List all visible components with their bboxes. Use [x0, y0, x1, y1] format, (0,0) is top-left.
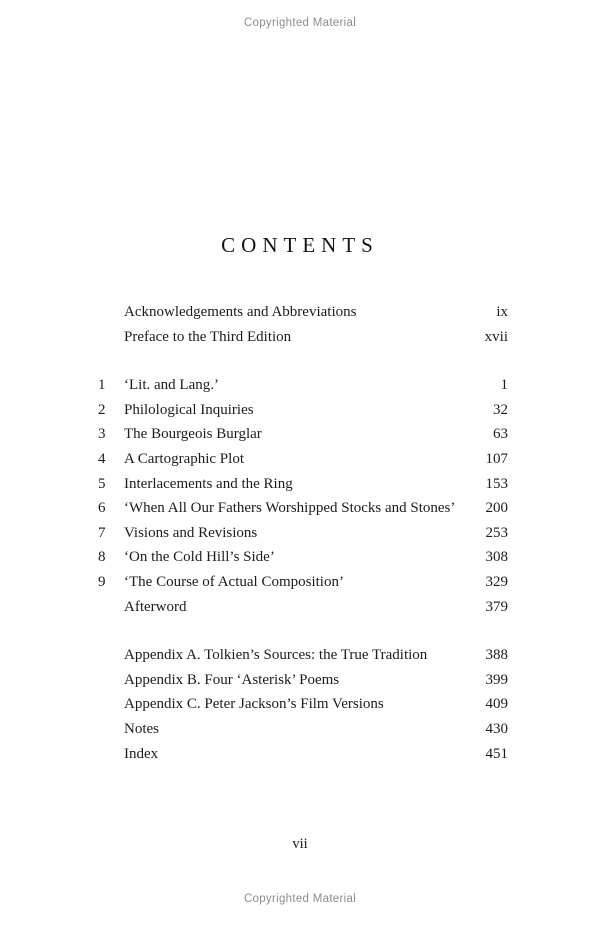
entry-title: Preface to the Third Edition: [124, 328, 292, 345]
toc-entry: [98, 447, 508, 472]
entry-page-number: 388: [485, 647, 508, 664]
entry-title: Afterword: [124, 598, 187, 615]
entry-title: ‘When All Our Fathers Worshipped Stocks and Stones’: [124, 500, 456, 517]
chapter-number: 5: [98, 475, 106, 492]
toc-entry: [98, 300, 508, 325]
entry-title: Index: [124, 745, 159, 762]
toc-entry: [98, 742, 508, 767]
entry-page-number: 379: [485, 598, 508, 615]
toc-entry: [98, 325, 508, 350]
entry-title: ‘The Course of Actual Composition’: [124, 573, 344, 590]
entry-title: Appendix B. Four ‘Asterisk’ Poems: [124, 671, 340, 688]
toc-entry: [98, 496, 508, 521]
chapter-number: 3: [98, 426, 106, 443]
entry-page-number: xvii: [484, 328, 508, 345]
entry-page-number: 329: [485, 573, 508, 590]
entry-page-number: 409: [485, 696, 508, 713]
entry-title: Appendix C. Peter Jackson’s Film Versions: [124, 696, 384, 713]
toc-entry: [98, 422, 508, 447]
entry-title: A Cartographic Plot: [124, 450, 244, 467]
toc-entry: [98, 717, 508, 742]
toc-entry: [98, 595, 508, 620]
entry-title: Notes: [124, 720, 159, 737]
entry-title: ‘On the Cold Hill’s Side’: [124, 549, 275, 566]
entry-page-number: 430: [485, 720, 508, 737]
entry-page-number: 253: [485, 524, 508, 541]
toc-entry: [98, 668, 508, 693]
entry-page-number: 107: [485, 450, 508, 467]
toc-entry: [98, 398, 508, 423]
folio-page-number: vii: [292, 836, 308, 852]
chapter-number: 2: [98, 401, 106, 418]
chapter-number: 1: [98, 377, 106, 394]
section-gap: [98, 619, 508, 643]
entry-title: ‘Lit. and Lang.’: [124, 377, 219, 394]
chapter-number: 7: [98, 524, 106, 541]
entry-page-number: 32: [493, 401, 508, 418]
copyright-notice-bottom: Copyrighted Material: [243, 893, 357, 905]
section-gap: [98, 349, 508, 373]
toc-entry: [98, 692, 508, 717]
entry-page-number: 1: [500, 377, 508, 394]
table-of-contents: [98, 300, 508, 766]
entry-page-number: 200: [485, 500, 508, 517]
entry-page-number: 153: [485, 475, 508, 492]
entry-page-number: 63: [493, 426, 508, 443]
entry-title: Appendix A. Tolkien’s Sources: the True Tradition: [124, 647, 428, 664]
chapter-number: 4: [98, 450, 106, 467]
page-title: CONTENTS: [221, 233, 379, 257]
copyright-notice-top: Copyrighted Material: [243, 17, 357, 29]
entry-title: The Bourgeois Burglar: [124, 426, 262, 443]
toc-entry: [98, 570, 508, 595]
toc-entry: [98, 521, 508, 546]
entry-page-number: 399: [485, 671, 508, 688]
toc-entry: [98, 472, 508, 497]
entry-page-number: ix: [496, 304, 508, 320]
chapter-number: 8: [98, 549, 106, 566]
entry-page-number: 308: [485, 549, 508, 566]
entry-title: Interlacements and the Ring: [124, 475, 293, 492]
chapter-number: 9: [98, 573, 106, 590]
toc-entry: [98, 373, 508, 398]
entry-title: Acknowledgements and Abbreviations: [124, 304, 357, 320]
chapter-number: 6: [98, 500, 106, 517]
entry-title: Philological Inquiries: [124, 401, 254, 418]
entry-page-number: 451: [485, 745, 508, 762]
toc-entry: [98, 643, 508, 668]
entry-title: Visions and Revisions: [124, 524, 258, 541]
toc-entry: [98, 545, 508, 570]
